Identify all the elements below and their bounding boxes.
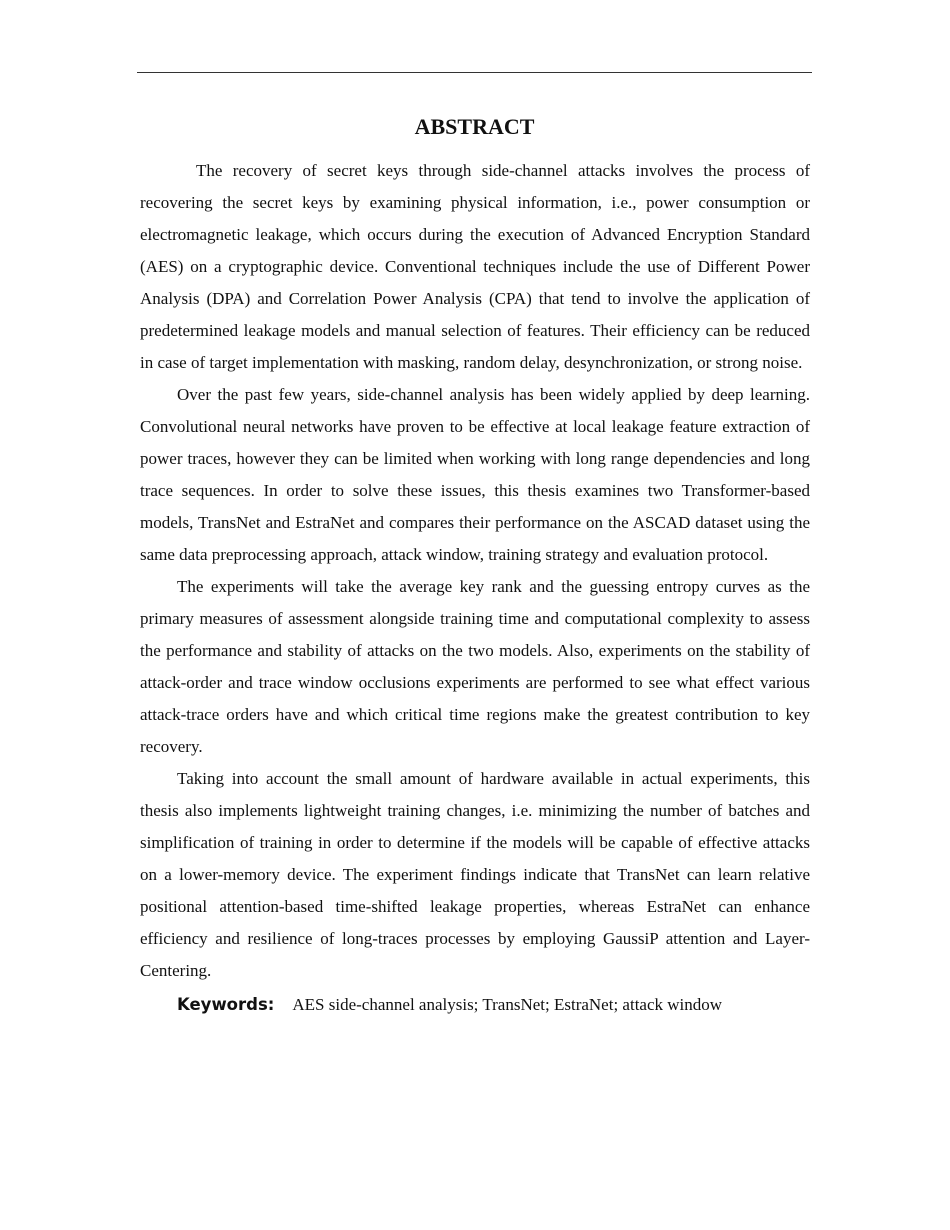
abstract-paragraph-1: The recovery of secret keys through side-channel attacks involves the process of recovering the secret keys by examining physical information, i.e., power consumption or electromagnetic leakage, which occurs during the execution of Advanced Encryption Standard (AES) on a cryptographic device. Conventional techniques include the use of Different Power Analysis (DPA) and Correlation Power Analysis (CPA) that tend to involve the application of predetermined leakage models and manual selection of features. Their efficiency can be reduced in case of target implementation with masking, random delay, desynchronization, or strong noise. bbox=[140, 161, 810, 372]
header-rule bbox=[137, 72, 812, 73]
abstract-paragraph-3: The experiments will take the average key rank and the guessing entropy curves as the primary measures of assessment alongside training time and computational complexity to assess the performance and stability of attacks on the two models. Also, experiments on the stability of attack-order and trace window occlusions experiments are performed to see what effect various attack-trace orders have and which critical time regions make the greatest contribution to key recovery. bbox=[140, 577, 810, 756]
keywords-line bbox=[140, 989, 810, 1021]
abstract-body bbox=[140, 155, 810, 1021]
keywords-text: AES side-channel analysis; TransNet; EstraNet; attack window bbox=[292, 995, 723, 1014]
abstract-paragraph-4: Taking into account the small amount of hardware available in actual experiments, this thesis also implements lightweight training changes, i.e. minimizing the number of batches and simplification of training in order to determine if the models will be capable of effective attacks on a lower-memory device. The experiment findings indicate that TransNet can learn relative positional attention-based time-shifted leakage properties, whereas EstraNet can enhance efficiency and resilience of long-traces processes by employing GaussiP attention and Layer-Centering. bbox=[140, 769, 810, 980]
keywords-label: Keywords: bbox=[177, 995, 275, 1014]
abstract-paragraph-2: Over the past few years, side-channel analysis has been widely applied by deep learning. Convolutional neural networks have proven to be effective at local leakage feature extraction of power traces, however they can be limited when working with long range dependencies and long trace sequences. In order to solve these issues, this thesis examines two Transformer-based models, TransNet and EstraNet and compares their performance on the ASCAD dataset using the same data preprocessing approach, attack window, training strategy and evaluation protocol. bbox=[140, 385, 810, 564]
page-title: ABSTRACT bbox=[414, 114, 535, 139]
